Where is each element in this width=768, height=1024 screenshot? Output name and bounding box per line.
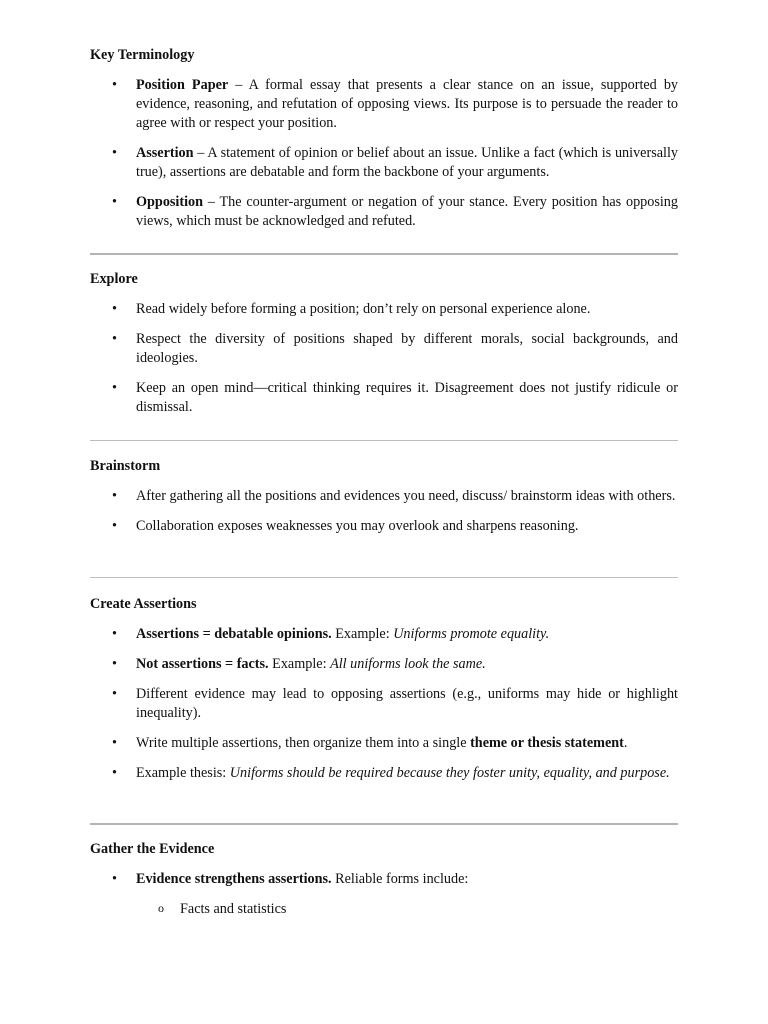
brainstorm-heading: Brainstorm xyxy=(90,458,161,474)
explore-heading: Explore xyxy=(90,271,138,287)
item-text: Write multiple assertions, then organize them into a single xyxy=(136,735,471,751)
term-separator: – xyxy=(193,145,208,161)
key-terminology-section xyxy=(90,46,678,231)
gather-evidence-list xyxy=(90,870,678,889)
list-item xyxy=(90,764,678,783)
create-assertions-list xyxy=(90,625,678,783)
example-label: Example thesis: xyxy=(136,765,230,781)
explore-list xyxy=(90,300,678,417)
definition-opposition: The counter-argument or negation of your stance. Every position has opposing views, which must be acknowledged and refuted. xyxy=(136,194,678,229)
brainstorm-section xyxy=(90,457,678,536)
item-text: . xyxy=(623,735,628,751)
definition-position-paper: A formal essay that presents a clear stance on an issue, supported by evidence, reasoning, and refutation of opposing views. Its purpose is to persuade the reader to agree with or respect your position. xyxy=(136,77,679,131)
brainstorm-list xyxy=(90,487,678,536)
example-text: Uniforms promote equality. xyxy=(393,626,550,642)
example-label: Example: xyxy=(331,626,394,642)
list-item xyxy=(90,144,678,182)
section-divider xyxy=(90,577,678,578)
section-divider xyxy=(90,253,678,255)
create-assertions-section xyxy=(90,595,678,783)
sub-bullet-marker: o xyxy=(158,901,164,915)
evidence-statement: Evidence strengthens assertions. xyxy=(136,871,332,887)
list-item: • Keep an open mind—critical thinking requires it. Disagreement does not justify ridicule or dismissal. xyxy=(90,379,678,417)
example-text: All uniforms look the same. xyxy=(330,656,486,672)
thesis-term: theme or thesis statement xyxy=(470,735,624,751)
list-item xyxy=(90,655,678,674)
definition-assertion: A statement of opinion or belief about an issue. Unlike a fact (which is universally true), assertions are debatable and form the backbone of your arguments. xyxy=(136,145,678,180)
list-item xyxy=(90,625,678,644)
section-divider xyxy=(90,823,678,825)
list-item xyxy=(90,76,678,133)
list-item xyxy=(90,193,678,231)
example-thesis-text: Uniforms should be required because they foster unity, equality, and purpose. xyxy=(229,765,670,781)
list-item: • Collaboration exposes weaknesses you may overlook and sharpens reasoning. xyxy=(90,517,678,536)
create-assertions-heading: Create Assertions xyxy=(90,596,197,612)
assertion-definition: Assertions = debatable opinions. xyxy=(136,626,332,642)
list-item xyxy=(90,870,678,889)
term-opposition: Opposition xyxy=(136,194,204,210)
sub-item-text: Facts and statistics xyxy=(180,901,287,917)
key-terminology-list xyxy=(90,76,678,231)
item-text: Reliable forms include: xyxy=(331,871,469,887)
term-assertion: Assertion xyxy=(136,145,194,161)
term-position-paper: Position Paper xyxy=(136,77,229,93)
section-divider xyxy=(90,440,678,441)
example-label: Example: xyxy=(268,656,331,672)
key-terminology-heading: Key Terminology xyxy=(90,47,195,63)
list-item: • Respect the diversity of positions shaped by different morals, social backgrounds, and ideologies. xyxy=(90,330,678,368)
list-item: • After gathering all the positions and evidences you need, discuss/ brainstorm ideas with others. xyxy=(90,487,678,506)
term-separator: – xyxy=(228,77,249,93)
non-assertion-definition: Not assertions = facts. xyxy=(136,656,269,672)
list-item xyxy=(90,734,678,753)
gather-evidence-heading: Gather the Evidence xyxy=(90,841,215,857)
gather-evidence-section xyxy=(90,840,678,889)
list-item: • Read widely before forming a position; don’t rely on personal experience alone. xyxy=(90,300,678,319)
explore-section xyxy=(90,270,678,417)
term-separator: – xyxy=(203,194,220,210)
list-item: • Different evidence may lead to opposing assertions (e.g., uniforms may hide or highlight inequality). xyxy=(90,685,678,723)
